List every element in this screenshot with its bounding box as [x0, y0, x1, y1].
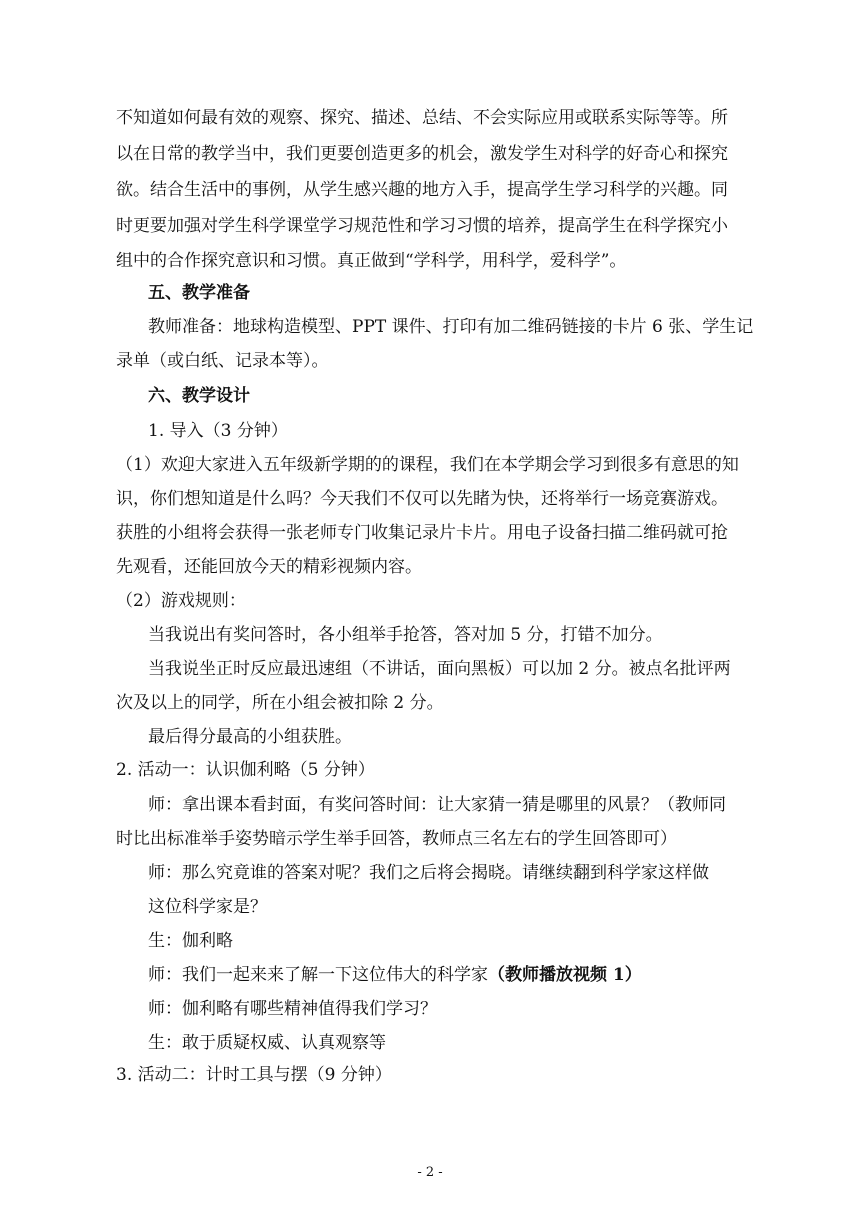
paragraph-line: 生：伽利略 — [148, 931, 233, 951]
paragraph-text: 师：我们一起来来了解一下这位伟大的科学家 — [148, 965, 488, 985]
paragraph-line: 师：伽利略有哪些精神值得我们学习？ — [148, 999, 437, 1019]
paragraph-line: 不知道如何最有效的观察、探究、描述、总结、不会实际应用或联系实际等等。所 — [116, 108, 728, 128]
subheading-intro: 1. 导入（3 分钟） — [148, 421, 288, 441]
subheading-activity-2: 3. 活动二：计时工具与摆（9 分钟） — [116, 1065, 392, 1085]
paragraph-line: 时更要加强对学生科学课堂学习规范性和学习习惯的培养，提高学生在科学探究小 — [116, 216, 728, 236]
paragraph-line: 时比出标准举手姿势暗示学生举手回答，教师点三名左右的学生回答即可） — [116, 829, 677, 849]
paragraph-line — [148, 965, 642, 985]
paragraph-line: 生：敢于质疑权威、认真观察等 — [148, 1033, 386, 1053]
paragraph-line: 以在日常的教学当中，我们更要创造更多的机会，激发学生对科学的好奇心和探究 — [116, 144, 728, 164]
section-heading-preparation: 五、教学准备 — [148, 283, 250, 303]
paragraph-line: 这位科学家是？ — [148, 897, 267, 917]
section-heading-design: 六、教学设计 — [148, 386, 250, 406]
bold-note: （教师播放视频 1） — [488, 965, 642, 985]
paragraph-line: 次及以上的同学，所在小组会被扣除 2 分。 — [116, 693, 444, 713]
paragraph-line: 当我说坐正时反应最迅速组（不讲话，面向黑板）可以加 2 分。被点名批评两 — [148, 659, 731, 679]
paragraph-line: 师：拿出课本看封面，有奖问答时间：让大家猜一猜是哪里的风景？（教师同 — [148, 795, 726, 815]
page-number: - 2 - — [417, 1165, 443, 1180]
paragraph-line: 最后得分最高的小组获胜。 — [148, 727, 352, 747]
subheading-activity-1: 2. 活动一：认识伽利略（5 分钟） — [116, 760, 375, 780]
paragraph-line: 师：那么究竟谁的答案对呢？我们之后将会揭晓。请继续翻到科学家这样做 — [148, 863, 709, 883]
paragraph-line: 当我说出有奖问答时，各小组举手抢答，答对加 5 分，打错不加分。 — [148, 625, 663, 645]
paragraph-line: 教师准备：地球构造模型、PPT 课件、打印有加二维码链接的卡片 6 张、学生记 — [148, 317, 754, 337]
paragraph-line: 欲。结合生活中的事例，从学生感兴趣的地方入手，提高学生学习科学的兴趣。同 — [116, 180, 728, 200]
paragraph-line: 录单（或白纸、记录本等）。 — [116, 351, 329, 371]
paragraph-line: 组中的合作探究意识和习惯。真正做到“学科学，用科学，爱科学”。 — [116, 251, 627, 271]
paragraph-line: （2）游戏规则： — [116, 591, 246, 611]
paragraph-line: （1）欢迎大家进入五年级新学期的的课程，我们在本学期会学习到很多有意思的知 — [116, 455, 739, 475]
paragraph-line: 识，你们想知道是什么吗？今天我们不仅可以先睹为快，还将举行一场竞赛游戏。 — [116, 489, 728, 509]
paragraph-line: 先观看，还能回放今天的精彩视频内容。 — [116, 557, 422, 577]
paragraph-line: 获胜的小组将会获得一张老师专门收集记录片卡片。用电子设备扫描二维码就可抢 — [116, 523, 728, 543]
